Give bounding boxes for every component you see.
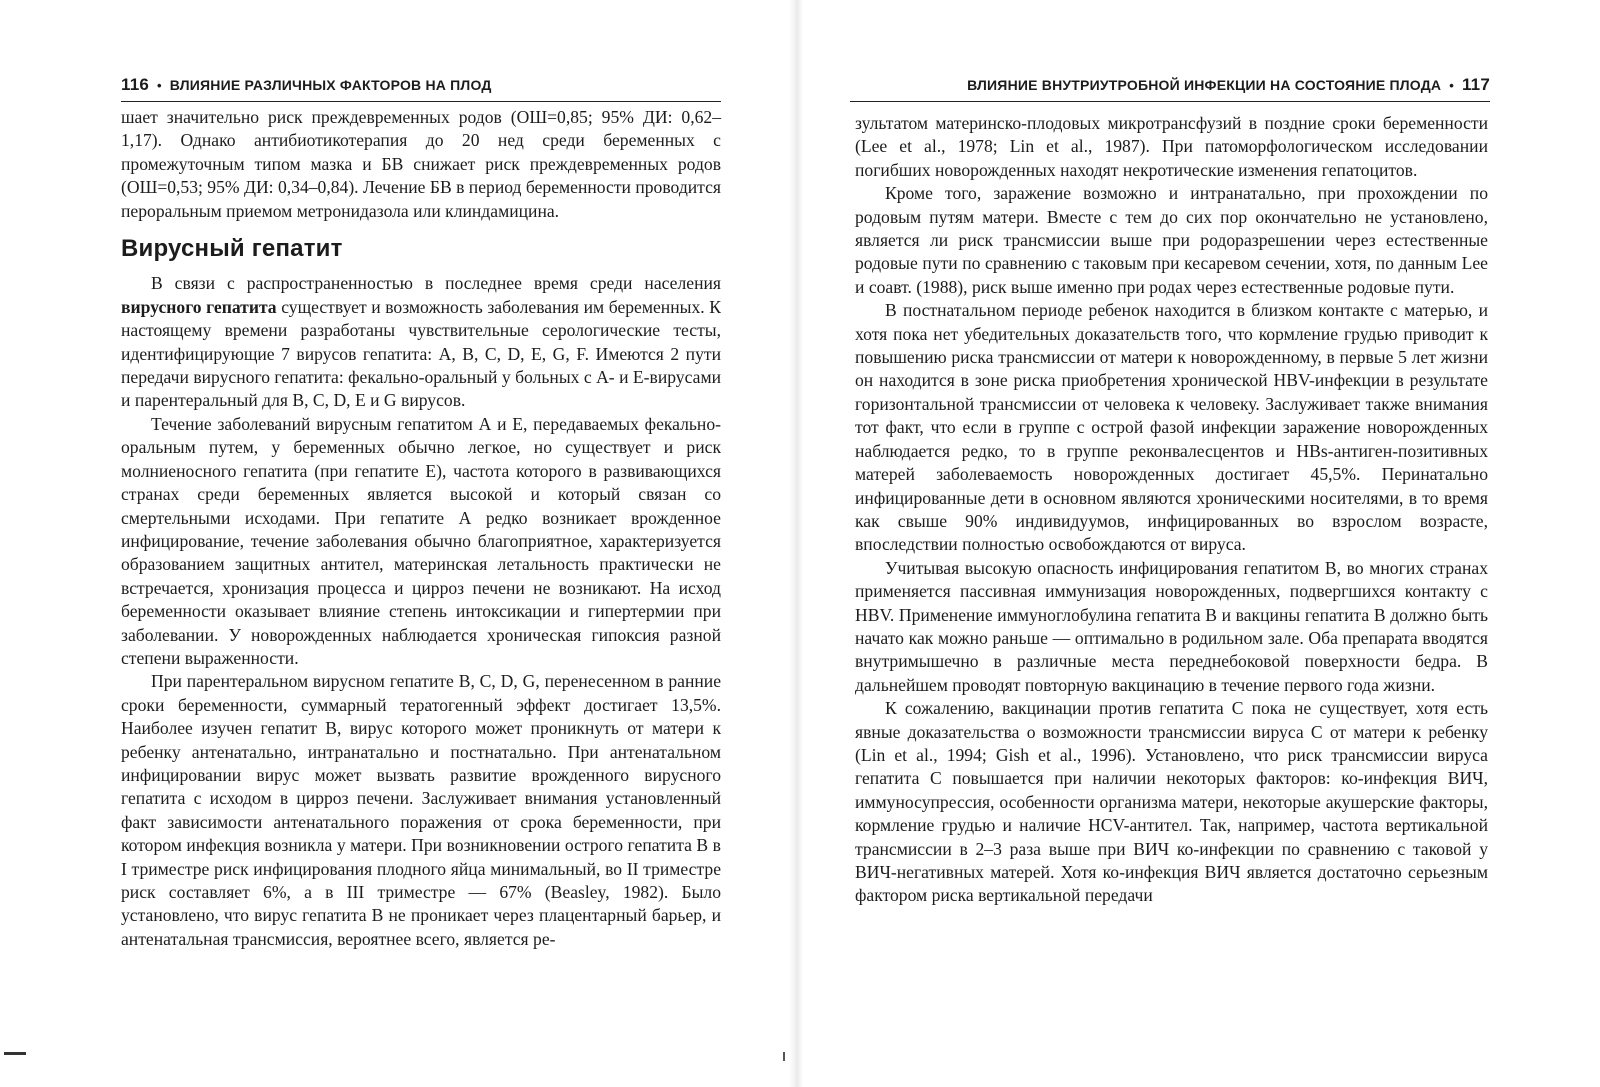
left-intro-paragraph: шает значительно риск преждевременных родов (ОШ=0,85; 95% ДИ: 0,62–1,17). Однако антибиотикотерапия до 20 нед среди беременных с промежуточным типом мазка и БВ снижает риск преждевременных родов (ОШ=0,53; 95% ДИ: 0,34–0,84). Лечение БВ в период беременности проводится пероральным приемом метронидазола или клиндамицина. [121, 107, 721, 221]
right-paragraph-1: Кроме того, заражение возможно и интранатально, при прохождении по родовым путям матери. Вместе с тем до сих пор окончательно не установлено, является ли риск трансмиссии выше при родоразрешении через естественные родовые пути по сравнению с таковым при кесаревом сечении, хотя, по данным Lee и соавт. (1988), риск выше именно при родах через естественные родовые пути. [855, 183, 1488, 297]
left-running-header [121, 75, 721, 102]
right-paragraph-2: В постнатальном периоде ребенок находится в близком контакте с матерью, и хотя пока нет убедительных доказательств того, что кормление грудью приводит к повышению риска трансмиссии от матери к новорожденному, в первые 5 лет жизни он находится в зоне риска приобретения хронической HBV-инфекции в результате горизонтальной трансмиссии от человека к человеку. Заслуживает также внимания тот факт, что если в группе с острой фазой инфекции заражение новорожденных наблюдается редко, то в группе реконвалесцентов и HBs-антиген-позитивных матерей заболеваемость новорожденных достигает 45,5%. Перинатально инфицированные дети в основном являются хроническими носителями, в то время как свыше 90% индивидуумов, инфицированных во взрослом возрасте, впоследствии полностью освобождаются от вируса. [855, 300, 1488, 555]
scan-mark-left [4, 1052, 26, 1055]
right-intro-paragraph: зультатом материнско-плодовых микротрансфузий в поздние сроки беременности (Lee et al., 1978; Lin et al., 1987). При патоморфологическом исследовании погибших новорожденных находят некротические изменения гепатоцитов. [855, 113, 1488, 180]
left-page-body [121, 106, 721, 951]
right-running-head-text: ВЛИЯНИЕ ВНУТРИУТРОБНОЙ ИНФЕКЦИИ НА СОСТОЯНИЕ ПЛОДА [967, 77, 1442, 93]
right-page-body [855, 112, 1488, 908]
header-bullet: • [157, 78, 162, 93]
left-page-number: 116 [121, 75, 150, 94]
left-paragraph-3: При парентеральном вирусном гепатите B, C, D, G, перенесенном в ранние сроки беременности, суммарный тератогенный эффект достигает 13,5%. Наиболее изучен гепатит В, вирус которого может проникнуть от матери к ребенку антенатально, интранатально и постнатально. При антенатальном инфицировании вирус может вызвать развитие врожденного вирусного гепатита с исходом в цирроз печени. Заслуживает внимания установленный факт зависимости антенатального поражения от срока беременности, при котором инфекция возникла у матери. При возникновении острого гепатита В в I триместре риск инфицирования плодного яйца минимальный, во II триместре риск составляет 6%, а в III триместре — 67% (Beasley, 1982). Было установлено, что вирус гепатита В не проникает через плацентарный барьер, и антенатальная трансмиссия, вероятнее всего, является ре- [121, 671, 721, 949]
right-paragraph-4: К сожалению, вакцинации против гепатита С пока не существует, хотя есть явные доказательства о возможности трансмиссии вируса С от матери к ребенку (Lin et al., 1994; Gish et al., 1996). Установлено, что риск трансмиссии вируса гепатита С повышается при наличии некоторых факторов: ко-инфекция ВИЧ, иммуносупрессия, особенности организма матери, некоторые акушерские факторы, кормление грудью и наличие HCV-антител. Так, например, частота вертикальной трансмиссии в 2–3 раза выше при ВИЧ ко-инфекции по сравнению с таковой у ВИЧ-негативных матерей. Хотя ко-инфекция ВИЧ является достаточно серьезным фактором риска вертикальной передачи [855, 698, 1488, 906]
header-bullet: • [1449, 78, 1454, 93]
left-paragraph-2: Течение заболеваний вирусным гепатитом А и Е, передаваемых фекально-оральным путем, у беременных обычно легкое, но существует и риск молниеносного гепатита (при гепатите Е), частота которого в развивающихся странах среди беременных является высокой и который связан со смертельными исходами. При гепатите А редко возникает врожденное инфицирование, течение заболевания обычно благоприятное, характеризуется образованием защитных антител, материнская летальность практически не встречается, хронизация процесса и цирроз печени не возникают. На исход беременности оказывает влияние степень интоксикации и гипертермии при заболевании. У новорожденных наблюдается хроническая гипоксия разной степени выраженности. [121, 413, 721, 668]
section-heading: Вирусный гепатит [121, 235, 343, 263]
scan-mark-center [783, 1052, 785, 1061]
left-paragraph-1 [121, 272, 721, 412]
left-page [0, 0, 790, 1087]
left-running-head-text: ВЛИЯНИЕ РАЗЛИЧНЫХ ФАКТОРОВ НА ПЛОД [169, 77, 492, 93]
p1-rest: существует и возможность заболевания им беременных. К настоящему времени разработаны чувствительные серологические тесты, идентифицирующие 7 вирусов гепатита: A, B, C, D, E, G, F. Имеются 2 пути передачи вирусного гепатита: фекально-оральный у больных с А- и Е-вирусами и парентеральный для B, C, D, E и G вирусов. [121, 296, 721, 411]
p1-lead: В связи с распространенностью в последнее время среди населения [151, 273, 721, 294]
right-paragraph-3: Учитывая высокую опасность инфицирования гепатитом В, во многих странах применяется пассивная иммунизация новорожденных, подвергшихся контакту с HBV. Применение иммуноглобулина гепатита В и вакцины гепатита В должно быть начато как можно раньше — оптимально в родильном зале. Оба препарата вводятся внутримышечно в различные места переднебоковой поверхности бедра. В дальнейшем проводят повторную вакцинацию в течение первого года жизни. [855, 557, 1488, 695]
right-page-number: 117 [1461, 75, 1490, 94]
p1-bold-term: вирусного гепатита [121, 296, 277, 317]
right-page [800, 0, 1600, 1087]
right-running-header [850, 75, 1490, 102]
